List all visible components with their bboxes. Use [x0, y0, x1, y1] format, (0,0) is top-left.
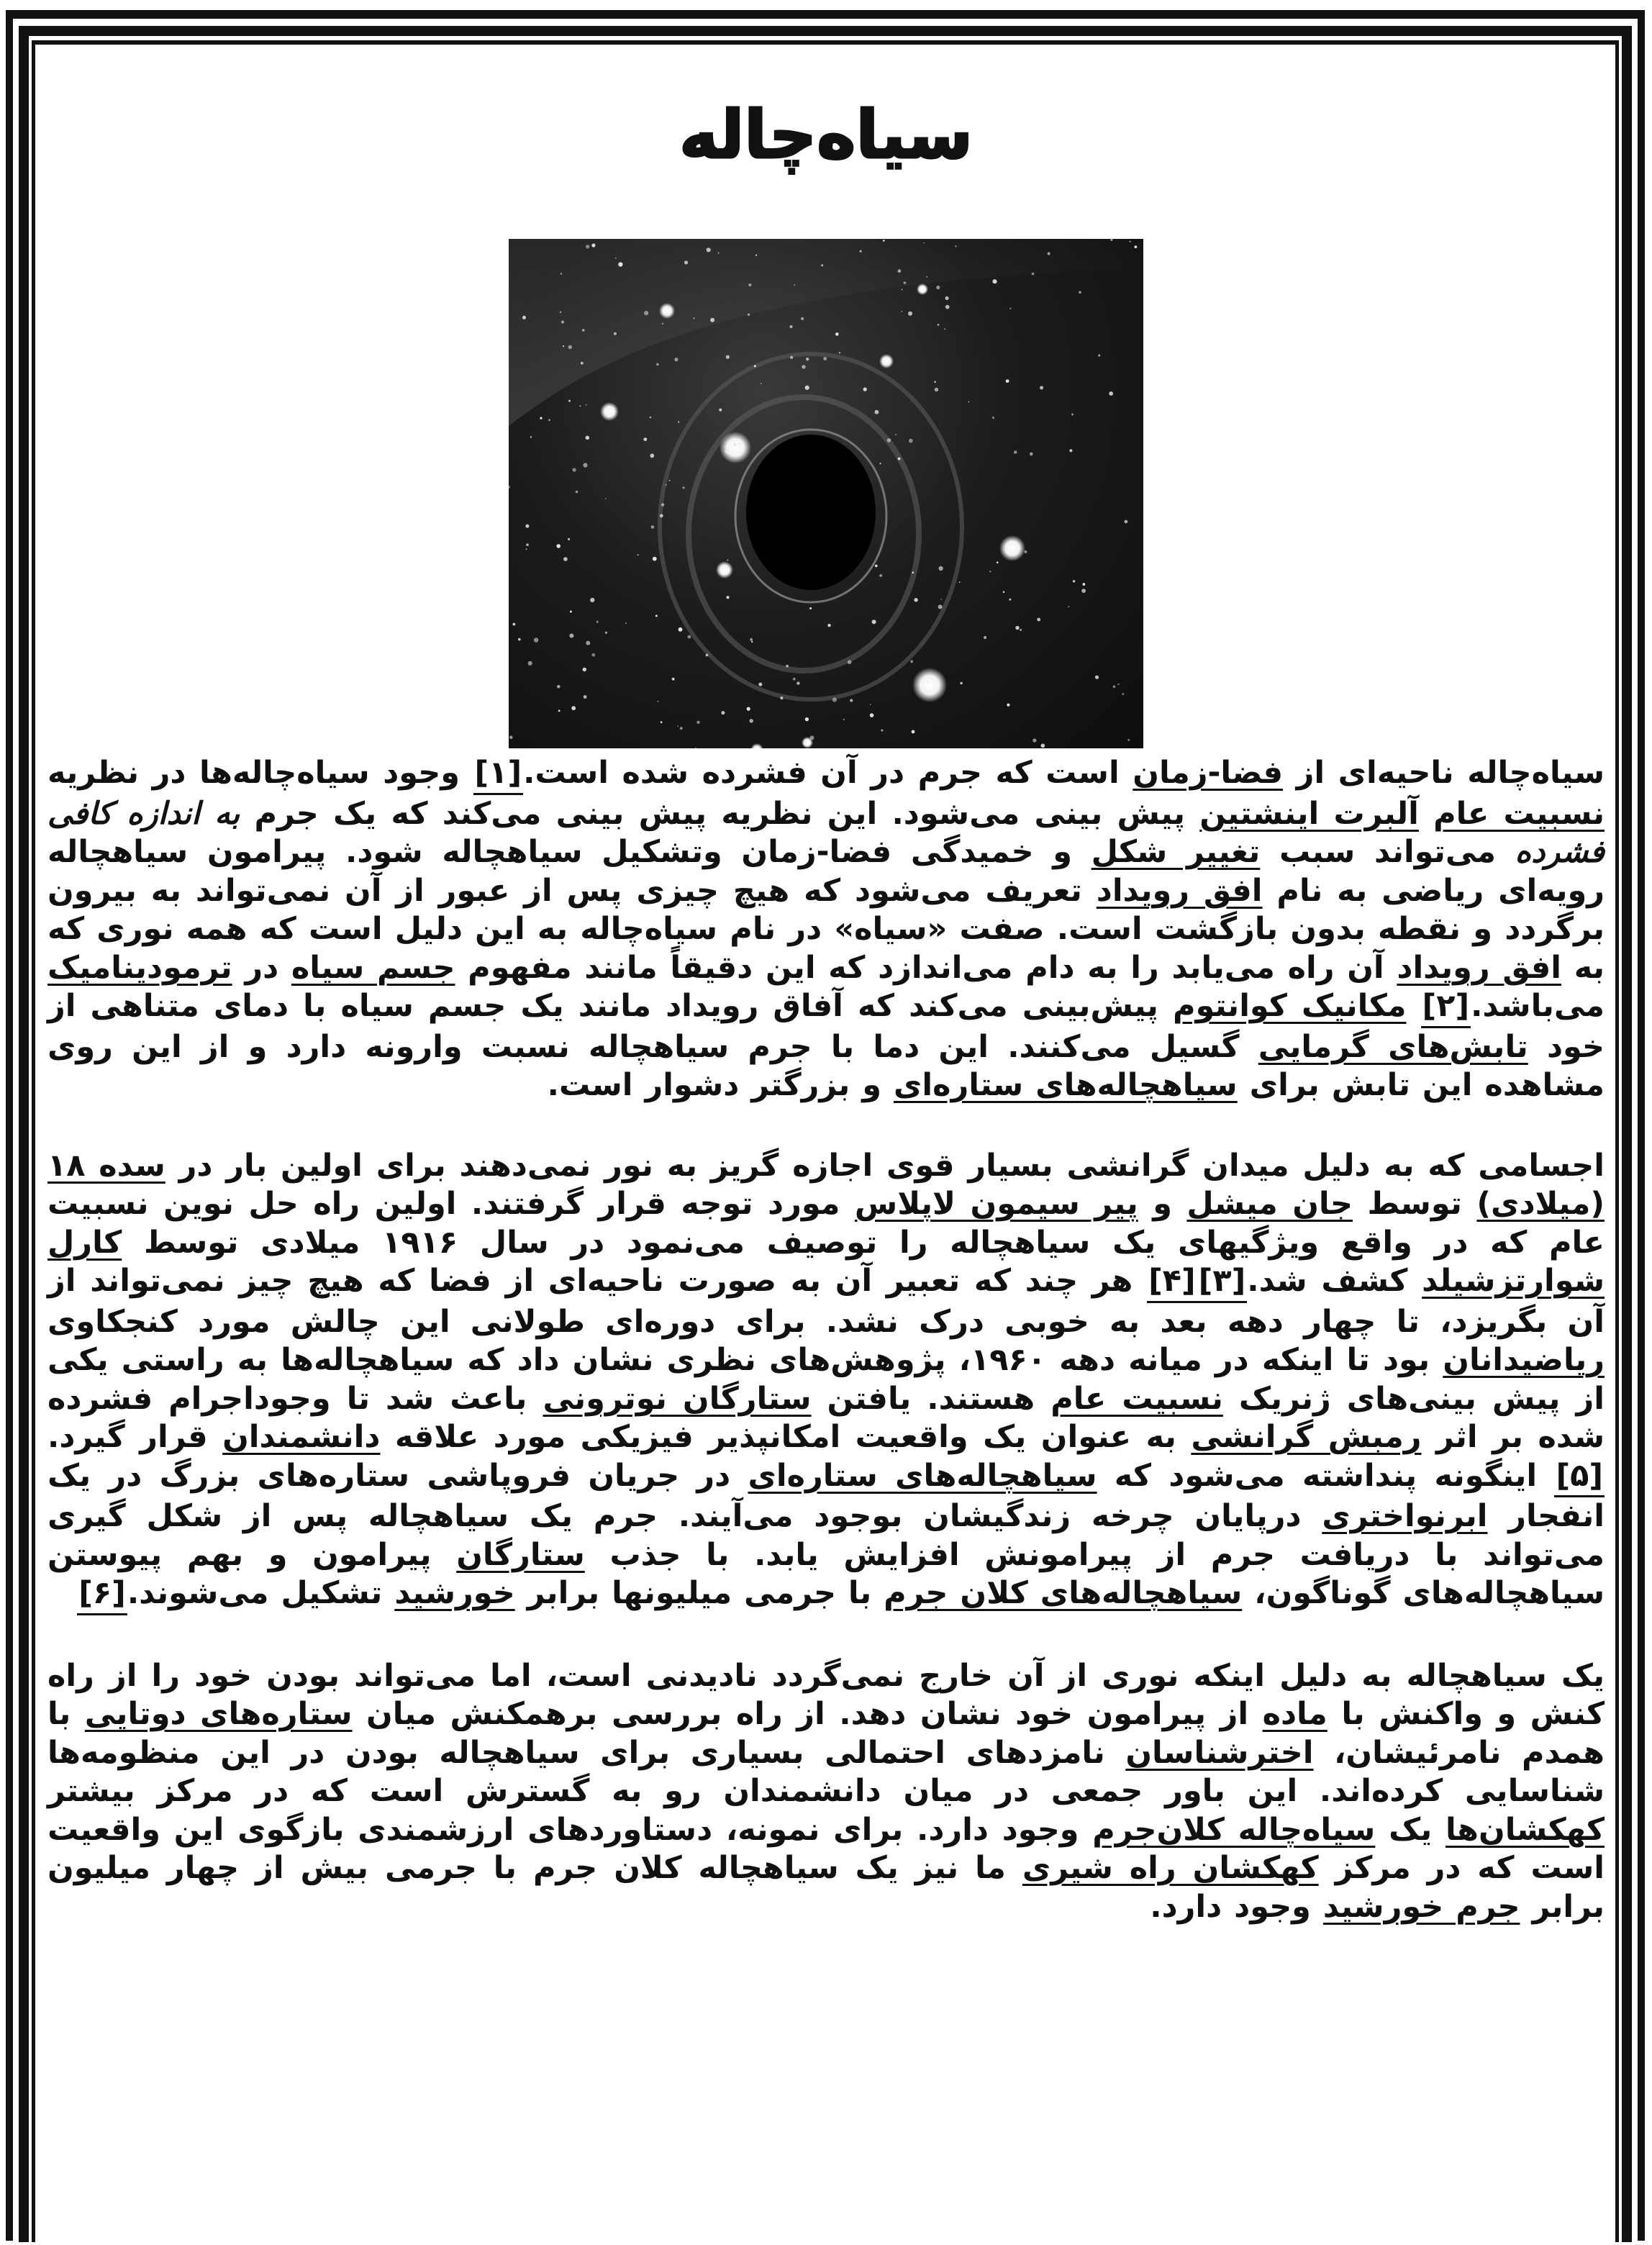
body-text: یک [1375, 1811, 1446, 1848]
star [860, 250, 862, 253]
star [960, 682, 962, 684]
star [615, 258, 617, 259]
article-link[interactable]: دانشمندان [222, 1419, 381, 1455]
star [955, 245, 956, 247]
star [968, 402, 969, 403]
star [872, 620, 876, 624]
star [526, 548, 527, 550]
star [643, 437, 647, 441]
star [1130, 241, 1131, 242]
star [655, 614, 658, 617]
body-text: با همدم نامرئیشان، [47, 1696, 1605, 1771]
bright-star [750, 743, 763, 748]
star [584, 695, 587, 699]
body-text: اجسامی که به دلیل میدان گرانشی بسیار قوی اجازه گریز به نور نمی‌دهند برای اولین بار در [165, 1147, 1605, 1184]
star [1098, 355, 1100, 357]
body-text: وجود سیاه‌چاله‌ها در نظریه [47, 755, 473, 791]
star [805, 717, 809, 721]
star [790, 325, 793, 328]
star [1079, 291, 1081, 294]
star [748, 284, 751, 286]
star [509, 735, 513, 739]
article-link[interactable]: کهکشان‌ها [1446, 1811, 1605, 1848]
article-link[interactable]: پیر سیمون لاپلاس [854, 1186, 1138, 1222]
star [509, 486, 510, 489]
star [1032, 273, 1035, 276]
article-link[interactable]: تابش‌های گرمایی [1258, 1028, 1528, 1065]
star [887, 438, 891, 443]
star [751, 641, 753, 643]
star [1069, 449, 1072, 452]
article-link[interactable]: سده ۱۸ (میلادی) [47, 1147, 1605, 1222]
star [910, 660, 913, 663]
star [750, 719, 753, 722]
star [650, 417, 652, 419]
star [881, 730, 883, 732]
star [843, 719, 845, 720]
star [653, 557, 657, 561]
star [710, 318, 714, 322]
star [576, 491, 578, 494]
article-link[interactable]: سیاهچاله‌های ستاره‌ای [748, 1457, 1097, 1494]
star [586, 436, 590, 440]
star [793, 678, 796, 681]
article-link[interactable]: جرم خورشید [1322, 1888, 1520, 1925]
star [879, 574, 882, 577]
star [661, 503, 664, 506]
star [939, 566, 943, 571]
star [563, 557, 568, 561]
star [581, 362, 584, 365]
star [571, 706, 576, 710]
star [938, 324, 940, 326]
bright-star [659, 303, 675, 319]
star [586, 641, 590, 645]
star [992, 279, 997, 284]
star [912, 730, 915, 734]
star [870, 704, 871, 705]
bright-star [879, 354, 894, 368]
star [780, 697, 783, 699]
bright-star [716, 561, 733, 579]
star [821, 264, 823, 266]
star [863, 387, 867, 391]
article-link[interactable]: تغییر شکل [1091, 834, 1261, 870]
article-link[interactable]: خورشید [394, 1575, 515, 1611]
star [661, 721, 663, 723]
star [914, 598, 917, 602]
star [707, 248, 711, 252]
star [1048, 252, 1050, 255]
body-text: هر چند که تعبیر آن به صورت ناحیه‌ای از فضا که هیچ چیز نمی‌تواند از آن بگریزد، تا چهار دهه بعد به خوبی درک نشد. برای دوره‌ای طولانی این چالش مورد کنجکاوی [47, 1263, 1605, 1340]
star [650, 453, 654, 458]
event-horizon [746, 435, 876, 590]
paragraph-history [47, 1147, 1605, 1615]
article-link[interactable]: اخترشناسان [1125, 1734, 1314, 1771]
star [678, 422, 679, 423]
star [563, 345, 564, 347]
article-link[interactable]: ترمودینامیک [47, 949, 232, 986]
star [850, 699, 853, 702]
star [786, 665, 789, 668]
star [1125, 520, 1128, 524]
page-title: سیاه‌چاله [678, 96, 974, 173]
star [902, 311, 903, 312]
article-link[interactable]: ریاضیدانان [1443, 1342, 1605, 1378]
bright-star [917, 284, 928, 295]
star [904, 281, 907, 284]
star [875, 410, 879, 414]
article-link[interactable]: رمبش گرانشی [1191, 1419, 1422, 1455]
body-text: وجود دارد. برای نمونه، دستاوردهای ارزشمندی بازگوی این واقعیت است که در مرکز [47, 1811, 1605, 1886]
star [944, 328, 945, 330]
star [618, 262, 622, 266]
body-text: گسیل می‌کنند. این دما با جرم سیاهچاله نسبت وارونه دارد و از این روی مشاهده این تابش برای [47, 1028, 1605, 1103]
star [725, 449, 730, 453]
bright-star [720, 432, 751, 463]
star [582, 329, 585, 332]
star [586, 404, 587, 406]
bright-star [999, 535, 1025, 561]
article-link[interactable]: کارل شوارتزشیلد [47, 1224, 1605, 1299]
citation-link[interactable]: [۶] [77, 1574, 127, 1615]
body-text: ما نیز یک سیاهچاله کلان جرم با جرمی بیش از چهار میلیون برابر [47, 1850, 1605, 1925]
star [1068, 606, 1069, 607]
body-text: و [1138, 1186, 1187, 1222]
star [1113, 685, 1116, 688]
star [674, 358, 678, 361]
star [513, 623, 516, 626]
star [748, 314, 750, 316]
body-text: پیش بینی می‌شود. این نظریه پیش بینی می‌کند که یک جرم [240, 795, 1200, 832]
star [534, 638, 538, 642]
bright-star [600, 402, 619, 421]
star [880, 463, 881, 464]
body-text: کشف شد. [1247, 1263, 1422, 1299]
star [522, 316, 526, 319]
star [909, 439, 913, 443]
article-link[interactable]: جسم سیاه [291, 949, 455, 986]
star [1135, 245, 1138, 248]
body-text: درپایان چرخه زندگیشان بوجود می‌آیند. جرم یک سیاهچاله پس از شکل گیری می‌تواند با دریافت جرم از پیرامونش افزایش یابد. با جذب [47, 1498, 1605, 1573]
star [827, 624, 830, 627]
star [586, 245, 589, 248]
star [912, 571, 914, 573]
star [1073, 580, 1075, 582]
star [530, 436, 532, 437]
star [823, 357, 827, 360]
star [940, 599, 942, 600]
star [548, 419, 550, 421]
bright-star [912, 668, 947, 702]
citation-link[interactable]: [۵] [1554, 1457, 1605, 1498]
star [605, 632, 607, 634]
star [895, 434, 897, 435]
star [590, 598, 594, 602]
body-text: قرار گیرد. [47, 1419, 223, 1455]
star [1040, 386, 1043, 389]
star [596, 621, 599, 623]
article-link[interactable]: نسبیت عام [1433, 795, 1605, 832]
article-link[interactable]: ستارگان نوترونی [543, 1380, 812, 1417]
body-text [1419, 796, 1433, 832]
star [945, 305, 950, 309]
star [1009, 308, 1011, 309]
star [677, 725, 678, 727]
star [726, 355, 730, 359]
body-text: نامزدهای احتمالی بسیاری برای سیاهچاله بودن در این منظومه‌ها شناسایی کرده‌اند. این باور جمعی در میان دانشمندان رو به گسترش است که در مرکز بیشتر [47, 1734, 1605, 1809]
star [556, 544, 560, 548]
star [568, 538, 570, 540]
star [908, 312, 912, 316]
body-text: در [232, 949, 291, 986]
star [666, 314, 668, 317]
star [560, 312, 561, 313]
star [540, 417, 542, 419]
article-link[interactable]: ستاره‌های دوتایی [84, 1696, 353, 1732]
star [802, 365, 805, 368]
article-link[interactable]: فضا-زمان [1133, 755, 1284, 791]
star [1041, 744, 1045, 748]
star [1122, 693, 1125, 695]
star [518, 638, 521, 641]
body-text: از پیرامون خود نشان دهد. از راه بررسی برهمکنش میان [352, 1696, 1263, 1732]
body-text [1406, 988, 1420, 1024]
star [984, 636, 986, 639]
body-text: در جریان فروپاشی ستاره‌های بزرگ در یک انفجار [47, 1457, 1605, 1534]
star [614, 332, 617, 335]
star [801, 317, 804, 320]
star [959, 581, 961, 583]
citation-link[interactable]: [۳] [1197, 1262, 1248, 1303]
star [666, 484, 667, 486]
body-text: اینگونه پنداشته می‌شود که [1097, 1457, 1555, 1494]
star [875, 565, 878, 568]
star [839, 352, 840, 353]
star [1095, 676, 1099, 679]
star [1003, 591, 1005, 593]
star [1024, 550, 1027, 553]
article-link[interactable]: مکانیک کوانتوم [1173, 988, 1407, 1024]
star [883, 240, 885, 242]
star [1081, 589, 1086, 593]
paragraph-observation [47, 1657, 1605, 1927]
article-link[interactable]: ابرنواختری [1322, 1498, 1488, 1534]
star [1127, 739, 1130, 741]
star [870, 713, 874, 717]
star [625, 622, 627, 624]
article-link[interactable]: سیاهچاله‌های ستاره‌ای [893, 1067, 1238, 1103]
star [662, 323, 663, 325]
star [637, 554, 639, 555]
body-text: می‌باشد. [1471, 988, 1605, 1024]
star [525, 525, 529, 528]
star [747, 707, 750, 711]
star [719, 409, 722, 412]
star [1117, 684, 1119, 685]
body-text: و بزرگتر دشوار است. [547, 1067, 894, 1103]
star [695, 747, 696, 748]
body-text: مورد توجه قرار گرفتند. اولین راه حل نوین نسبیت عام که در واقع ویژگیهای یک سیاهچاله را توصیف می‌نمود در سال ۱۹۱۶ میلادی توسط [47, 1186, 1605, 1261]
star [669, 480, 671, 481]
star [591, 243, 595, 247]
citation-link[interactable]: [۲] [1421, 987, 1471, 1028]
star [810, 735, 814, 740]
star [560, 273, 562, 274]
lead-term: سیاه‌چاله [1467, 755, 1605, 791]
body-text: تعریف می‌شود که هیچ چیزی پس از عبور از آن نمی‌تواند به بیرون برگردد و نقطه بدون بازگشت است. صفت «سیاه» در نام سیاه‌چاله به این دلیل است که همه نوری که به [47, 872, 1605, 986]
black-hole-image [509, 239, 1143, 748]
article-link[interactable]: نسبیت عام [1050, 1380, 1223, 1417]
star [1009, 599, 1011, 601]
body-text: پیرامون و بهم پیوستن سیاهچاله‌های گوناگون، [47, 1536, 1605, 1611]
star [696, 721, 699, 724]
article-link[interactable]: ستارگان [456, 1536, 585, 1573]
body-text: پیش‌بینی می‌کند که آفاق رویداد مانند یک جسم سیاه با دمای متناهی از خود [47, 988, 1605, 1065]
paragraph-definition [47, 754, 1605, 1105]
star [1083, 583, 1086, 586]
star [1007, 704, 1009, 707]
star [835, 332, 839, 336]
star [790, 356, 793, 359]
star [1006, 379, 1009, 383]
star [758, 683, 762, 686]
body-text: تشکیل می‌شوند. [127, 1575, 395, 1611]
star [579, 405, 581, 407]
emphasized-text: به اندازه کافی فشرده [47, 795, 1605, 870]
star [583, 463, 587, 467]
star [1109, 391, 1113, 396]
article-link[interactable]: افق رویداد [1096, 872, 1263, 909]
star [832, 698, 837, 702]
star [992, 417, 994, 419]
star [561, 321, 564, 324]
star [727, 559, 728, 561]
star [926, 276, 927, 278]
star [693, 317, 694, 319]
star [583, 668, 586, 671]
star [761, 383, 762, 384]
star [945, 296, 949, 300]
star [923, 242, 925, 244]
star [688, 635, 691, 639]
black-hole-illustration [509, 239, 1143, 748]
star [1014, 450, 1017, 453]
star [1071, 414, 1074, 416]
star [651, 525, 655, 529]
body-text: وجود دارد. [1150, 1888, 1323, 1925]
star [898, 458, 901, 461]
star [656, 363, 658, 366]
star [755, 255, 757, 256]
article-link[interactable]: سیاهچاله‌های کلان جرم [884, 1575, 1243, 1611]
star [898, 269, 902, 273]
star [938, 604, 943, 609]
star [1037, 618, 1040, 622]
star [902, 289, 903, 290]
body-text: با جرمی میلیونها برابر [514, 1575, 884, 1611]
star [750, 638, 753, 641]
star [1032, 738, 1036, 742]
article [47, 50, 1605, 1926]
star [721, 711, 725, 715]
star [678, 627, 683, 632]
star [706, 654, 709, 657]
star [718, 253, 720, 254]
star [568, 400, 571, 402]
body-text: بود تا اینکه در میانه دهه ۱۹۶۰، پژوهش‌های نظری نشان داد که سیاهچاله‌ها به راستی یکی از پیش بینی‌های ژنریک [47, 1342, 1605, 1417]
star [557, 685, 560, 688]
body-text: آن راه می‌یابد را به دام می‌اندازد که این دقیقاً مانند مفهوم [455, 949, 1397, 986]
star [528, 661, 532, 666]
article-link[interactable]: ماده [1262, 1696, 1328, 1732]
star [794, 284, 795, 286]
star [568, 345, 572, 349]
star [591, 653, 595, 657]
body-text: توسط [1353, 1186, 1477, 1222]
star [573, 468, 576, 471]
star [684, 260, 688, 264]
body-text: ناحیه‌ای از [1283, 755, 1468, 791]
body-text: یک سیاهچاله به دلیل اینکه نوری از آن خارج نمی‌گردد نادیدنی است، اما می‌تواند بودن خود را از راه کنش و واکنش با [47, 1657, 1605, 1732]
star [1015, 626, 1019, 630]
star [658, 701, 659, 702]
article-link[interactable]: جان میشل [1186, 1186, 1353, 1222]
body-text: و خمیدگی فضا-زمان وتشکیل سیاهچاله شود. پیرامون سیاهچاله رویه‌ای ریاضی به نام [47, 834, 1605, 909]
citation-link[interactable]: [۱] [473, 754, 524, 795]
star [935, 388, 938, 391]
body-text: به عنوان یک واقعیت امکانپذیر فیزیکی مورد علاقه [380, 1419, 1192, 1455]
star [1020, 629, 1022, 631]
star [989, 571, 991, 572]
star [733, 443, 737, 447]
star [558, 709, 560, 712]
star [680, 727, 683, 730]
star [934, 381, 935, 383]
star [936, 286, 940, 289]
star [1030, 453, 1033, 456]
star [672, 678, 675, 681]
article-link[interactable]: سیاه‌چاله کلان‌جرم [1092, 1811, 1376, 1848]
star [997, 561, 999, 563]
body-text: می‌تواند سبب [1260, 834, 1515, 870]
body-text: است که جرم در آن فشرده شده است. [523, 755, 1133, 791]
article-link[interactable]: کهکشان راه شیری [1022, 1850, 1319, 1886]
star [726, 596, 729, 599]
star [848, 660, 852, 664]
star [660, 514, 663, 517]
star [569, 634, 573, 638]
article-link[interactable]: افق رویداد [1397, 949, 1562, 986]
article-link[interactable]: آلبرت اینشتین [1199, 795, 1419, 832]
star [805, 386, 809, 390]
star [803, 742, 807, 745]
star [927, 681, 929, 683]
star [806, 358, 809, 360]
star [796, 681, 799, 684]
star [570, 611, 572, 613]
star [683, 486, 685, 489]
star [754, 365, 756, 367]
star [644, 311, 648, 315]
citation-link[interactable]: [۴] [1147, 1262, 1197, 1303]
body-text: هستند. یافتن [811, 1380, 1051, 1417]
star [605, 498, 607, 499]
star [809, 607, 812, 609]
star [526, 543, 529, 546]
body-text: باعث شد تا وجوداجرام فشرده شده بر اثر [47, 1380, 1605, 1455]
